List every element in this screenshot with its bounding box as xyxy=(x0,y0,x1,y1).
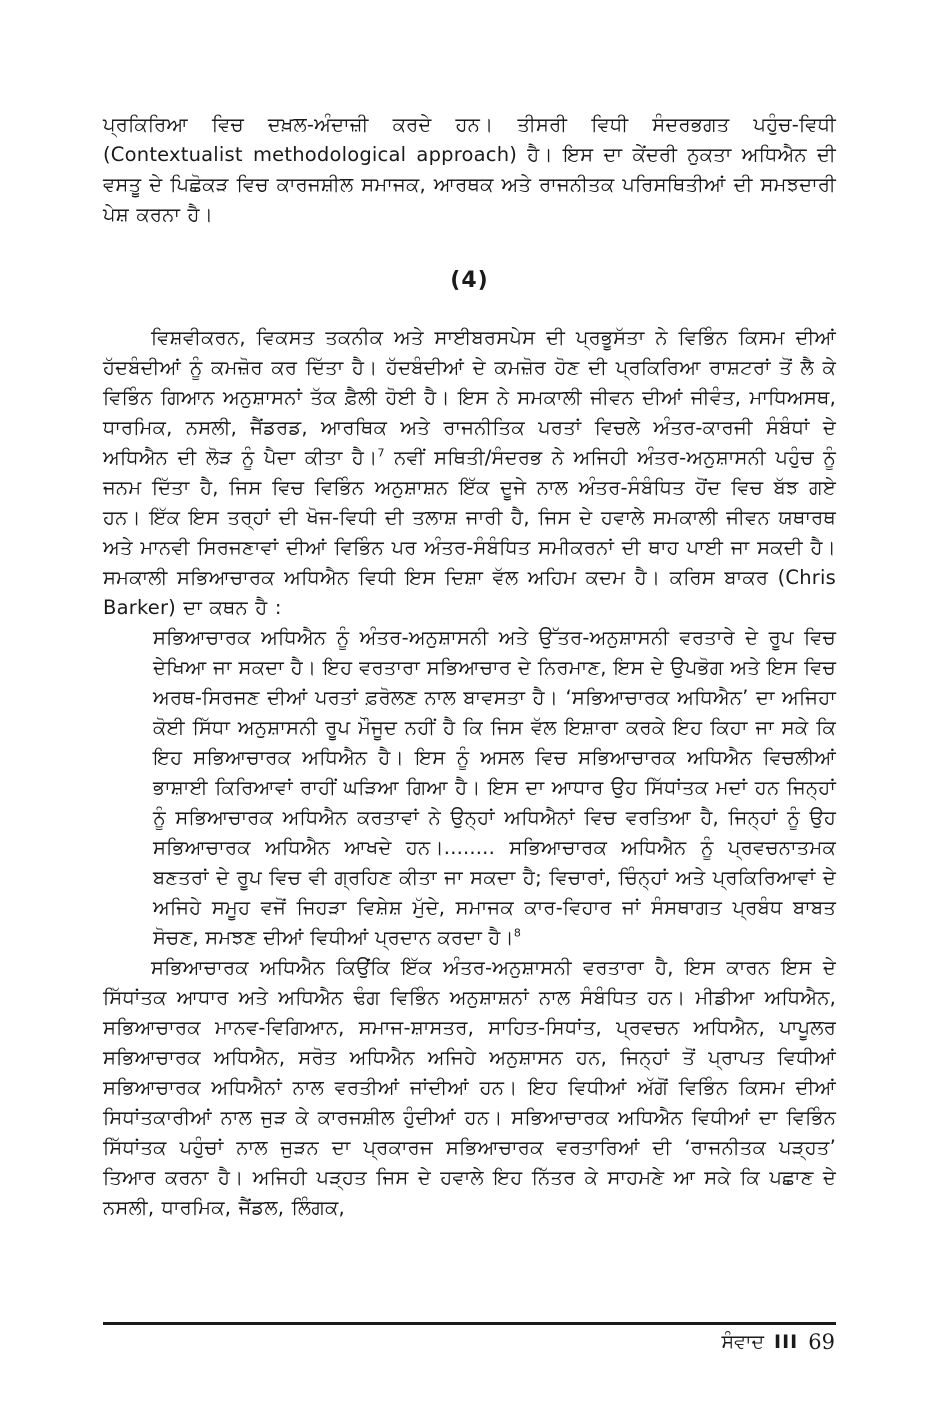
block-quote xyxy=(153,623,836,953)
page-footer xyxy=(721,1330,835,1354)
footnote-ref-7[interactable]: 7 xyxy=(377,446,385,460)
footnote-ref-8[interactable]: 8 xyxy=(513,926,522,940)
journal-name: ਸੰਵਾਦ xyxy=(721,1331,765,1353)
intro-paragraph: ਪ੍ਰਕਿਰਿਆ ਵਿਚ ਦਖ਼ਲ-ਅੰਦਾਜ਼ੀ ਕਰਦੇ ਹਨ। ਤੀਸਰੀ ਵਿਧੀ ਸੰਦਰਭਗਤ ਪਹੁੰਚ-ਵਿਧੀ (Contextualist methodological approach) ਹੈ। ਇਸ ਦਾ ਕੇਂਦਰੀ ਨੁਕਤਾ ਅਧਿਐਨ ਦੀ ਵਸਤੂ ਦੇ ਪਿਛੋਕੜ ਵਿਚ ਕਾਰਜਸ਼ੀਲ ਸਮਾਜਕ, ਆਰਥਕ ਅਤੇ ਰਾਜਨੀਤਕ ਪਰਿਸਥਿਤੀਆਂ ਦੀ ਸਮਝਦਾਰੀ ਪੇਸ਼ ਕਰਨਾ ਹੈ। xyxy=(103,113,836,226)
body-paragraph-1 xyxy=(103,323,836,623)
body-paragraph-1-part-b: ਨਵੀਂ ਸਥਿਤੀ/ਸੰਦਰਭ ਨੇ ਅਜਿਹੀ ਅੰਤਰ-ਅਨੁਸ਼ਾਸਨੀ ਪਹੁੰਚ ਨੂੰ ਜਨਮ ਦਿੱਤਾ ਹੈ, ਜਿਸ ਵਿਚ ਵਿਭਿੰਨ ਅਨੁਸ਼ਾਸ਼ਨ ਇੱਕ ਦੂਜੇ ਨਾਲ ਅੰਤਰ-ਸੰਬੰਧਿਤ ਹੋਂਦ ਵਿਚ ਬੱਝ ਗਏ ਹਨ। ਇੱਕ ਇਸ ਤਰ੍ਹਾਂ ਦੀ ਖੋਜ-ਵਿਧੀ ਦੀ ਤਲਾਸ਼ ਜਾਰੀ ਹੈ, ਜਿਸ ਦੇ ਹਵਾਲੇ ਸਮਕਾਲੀ ਜੀਵਨ ਯਥਾਰਥ ਅਤੇ ਮਾਨਵੀ ਸਿਰਜਣਾਵਾਂ ਦੀਆਂ ਵਿਭਿੰਨ ਪਰ ਅੰਤਰ-ਸੰਬੰਧਿਤ ਸਮੀਕਰਨਾਂ ਦੀ ਥਾਹ ਪਾਈ ਜਾ ਸਕਦੀ ਹੈ। ਸਮਕਾਲੀ ਸਭਿਆਚਾਰਕ ਅਧਿਐਨ ਵਿਧੀ ਇਸ ਦਿਸ਼ਾ ਵੱਲ ਅਹਿਮ ਕਦਮ ਹੈ। ਕਰਿਸ ਬਾਕਰ (Chris Barker) ਦਾ ਕਥਨ ਹੈ : xyxy=(103,446,836,619)
document-page xyxy=(103,110,836,1223)
body-paragraph-2: ਸਭਿਆਚਾਰਕ ਅਧਿਐਨ ਕਿਉਂਕਿ ਇੱਕ ਅੰਤਰ-ਅਨੁਸ਼ਾਸਨੀ ਵਰਤਾਰਾ ਹੈ, ਇਸ ਕਾਰਨ ਇਸ ਦੇ ਸਿੱਧਾਂਤਕ ਆਧਾਰ ਅਤੇ ਅਧਿਐਨ ਢੰਗ ਵਿਭਿੰਨ ਅਨੁਸ਼ਾਸ਼ਨਾਂ ਨਾਲ ਸੰਬੰਧਿਤ ਹਨ। ਮੀਡੀਆ ਅਧਿਐਨ, ਸਭਿਆਚਾਰਕ ਮਾਨਵ-ਵਿਗਿਆਨ, ਸਮਾਜ-ਸ਼ਾਸਤਰ, ਸਾਹਿਤ-ਸਿਧਾਂਤ, ਪ੍ਰਵਚਨ ਅਧਿਐਨ, ਪਾਪੂਲਰ ਸਭਿਆਚਾਰਕ ਅਧਿਐਨ, ਸਰੋਤ ਅਧਿਐਨ ਅਜਿਹੇ ਅਨੁਸ਼ਾਸਨ ਹਨ, ਜਿਨ੍ਹਾਂ ਤੋਂ ਪ੍ਰਾਪਤ ਵਿਧੀਆਂ ਸਭਿਆਚਾਰਕ ਅਧਿਐਨਾਂ ਨਾਲ ਵਰਤੀਆਂ ਜਾਂਦੀਆਂ ਹਨ। ਇਹ ਵਿਧੀਆਂ ਅੱਗੋਂ ਵਿਭਿੰਨ ਕਿਸਮ ਦੀਆਂ ਸਿਧਾਂਤਕਾਰੀਆਂ ਨਾਲ ਜੁੜ ਕੇ ਕਾਰਜਸ਼ੀਲ ਹੁੰਦੀਆਂ ਹਨ। ਸਭਿਆਚਾਰਕ ਅਧਿਐਨ ਵਿਧੀਆਂ ਦਾ ਵਿਭਿੰਨ ਸਿੱਧਾਂਤਕ ਪਹੁੰਚਾਂ ਨਾਲ ਜੁੜਨ ਦਾ ਪ੍ਰਕਾਰਜ ਸਭਿਆਚਾਰਕ ਵਰਤਾਰਿਆਂ ਦੀ ‘ਰਾਜਨੀਤਕ ਪੜ੍ਹਤ’ ਤਿਆਰ ਕਰਨਾ ਹੈ। ਅਜਿਹੀ ਪੜ੍ਹਤ ਜਿਸ ਦੇ ਹਵਾਲੇ ਇਹ ਨਿੱਤਰ ਕੇ ਸਾਹਮਣੇ ਆ ਸਕੇ ਕਿ ਪਛਾਣ ਦੇ ਨਸਲੀ, ਧਾਰਮਿਕ, ਜੈਂਡਲ, ਲਿੰਗਕ, xyxy=(103,956,836,1219)
body-paragraph-1-part-a: ਵਿਸ਼ਵੀਕਰਨ, ਵਿਕਸਤ ਤਕਨੀਕ ਅਤੇ ਸਾਈਬਰਸਪੇਸ ਦੀ ਪ੍ਰਭੂਸੱਤਾ ਨੇ ਵਿਭਿੰਨ ਕਿਸਮ ਦੀਆਂ ਹੱਦਬੰਦੀਆਂ ਨੂੰ ਕਮਜ਼ੋਰ ਕਰ ਦਿੱਤਾ ਹੈ। ਹੱਦਬੰਦੀਆਂ ਦੇ ਕਮਜ਼ੋਰ ਹੋਣ ਦੀ ਪ੍ਰਕਿਰਿਆ ਰਾਸ਼ਟਰਾਂ ਤੋਂ ਲੈ ਕੇ ਵਿਭਿੰਨ ਗਿਆਨ ਅਨੁਸ਼ਾਸਨਾਂ ਤੱਕ ਫ਼ੈਲੀ ਹੋਈ ਹੈ। ਇਸ ਨੇ ਸਮਕਾਲੀ ਜੀਵਨ ਦੀਆਂ ਜੀਵੰਤ, ਮਾਧਿਅਸਥ, ਧਾਰਮਿਕ, ਨਸਲੀ, ਜੈਂਡਰਡ, ਆਰਥਿਕ ਅਤੇ ਰਾਜਨੀਤਿਕ ਪਰਤਾਂ ਵਿਚਲੇ ਅੰਤਰ-ਕਾਰਜੀ ਸੰਬੰਧਾਂ ਦੇ ਅਧਿਐਨ ਦੀ ਲੋੜ ਨੂੰ ਪੈਦਾ ਕੀਤਾ ਹੈ। xyxy=(103,326,836,469)
issue-bars: III xyxy=(774,1331,799,1353)
block-quote-text: ਸਭਿਆਚਾਰਕ ਅਧਿਐਨ ਨੂੰ ਅੰਤਰ-ਅਨੁਸ਼ਾਸਨੀ ਅਤੇ ਉੱਤਰ-ਅਨੁਸ਼ਾਸਨੀ ਵਰਤਾਰੇ ਦੇ ਰੂਪ ਵਿਚ ਦੇਖਿਆ ਜਾ ਸਕਦਾ ਹੈ। ਇਹ ਵਰਤਾਰਾ ਸਭਿਆਚਾਰ ਦੇ ਨਿਰਮਾਣ, ਇਸ ਦੇ ਉਪਭੋਗ ਅਤੇ ਇਸ ਵਿਚ ਅਰਥ-ਸਿਰਜਣ ਦੀਆਂ ਪਰਤਾਂ ਫ਼ਰੋਲਣ ਨਾਲ ਬਾਵਸਤਾ ਹੈ। ‘ਸਭਿਆਚਾਰਕ ਅਧਿਐਨ’ ਦਾ ਅਜਿਹਾ ਕੋਈ ਸਿੱਧਾ ਅਨੁਸ਼ਾਸਨੀ ਰੂਪ ਮੌਜੂਦ ਨਹੀਂ ਹੈ ਕਿ ਜਿਸ ਵੱਲ ਇਸ਼ਾਰਾ ਕਰਕੇ ਇਹ ਕਿਹਾ ਜਾ ਸਕੇ ਕਿ ਇਹ ਸਭਿਆਚਾਰਕ ਅਧਿਐਨ ਹੈ। ਇਸ ਨੂੰ ਅਸਲ ਵਿਚ ਸਭਿਆਚਾਰਕ ਅਧਿਐਨ ਵਿਚਲੀਆਂ ਭਾਸ਼ਾਈ ਕਿਰਿਆਵਾਂ ਰਾਹੀਂ ਘੜਿਆ ਗਿਆ ਹੈ। ਇਸ ਦਾ ਆਧਾਰ ਉਹ ਸਿੱਧਾਂਤਕ ਮਦਾਂ ਹਨ ਜਿਨ੍ਹਾਂ ਨੂੰ ਸਭਿਆਚਾਰਕ ਅਧਿਐਨ ਕਰਤਾਵਾਂ ਨੇ ਉਨ੍ਹਾਂ ਅਧਿਐਨਾਂ ਵਿਚ ਵਰਤਿਆ ਹੈ, ਜਿਨ੍ਹਾਂ ਨੂੰ ਉਹ ਸਭਿਆਚਾਰਕ ਅਧਿਐਨ ਆਖਦੇ ਹਨ।........ ਸਭਿਆਚਾਰਕ ਅਧਿਐਨ ਨੂੰ ਪ੍ਰਵਚਨਾਤਮਕ ਬਣਤਰਾਂ ਦੇ ਰੂਪ ਵਿਚ ਵੀ ਗ੍ਰਹਿਣ ਕੀਤਾ ਜਾ ਸਕਦਾ ਹੈ; ਵਿਚਾਰਾਂ, ਚਿੰਨ੍ਹਾਂ ਅਤੇ ਪ੍ਰਕਿਰਿਆਵਾਂ ਦੇ ਅਜਿਹੇ ਸਮੂਹ ਵਜੋਂ ਜਿਹੜਾ ਵਿਸ਼ੇਸ਼ ਮੁੱਦੇ, ਸਮਾਜਕ ਕਾਰ-ਵਿਹਾਰ ਜਾਂ ਸੰਸਥਾਗਤ ਪ੍ਰਬੰਧ ਬਾਬਤ ਸੋਚਣ, ਸਮਝਣ ਦੀਆਂ ਵਿਧੀਆਂ ਪ੍ਰਦਾਨ ਕਰਦਾ ਹੈ। xyxy=(153,626,836,949)
page-number: 69 xyxy=(808,1330,835,1354)
footer-rule xyxy=(103,1322,836,1325)
section-heading: (4) xyxy=(450,268,489,293)
